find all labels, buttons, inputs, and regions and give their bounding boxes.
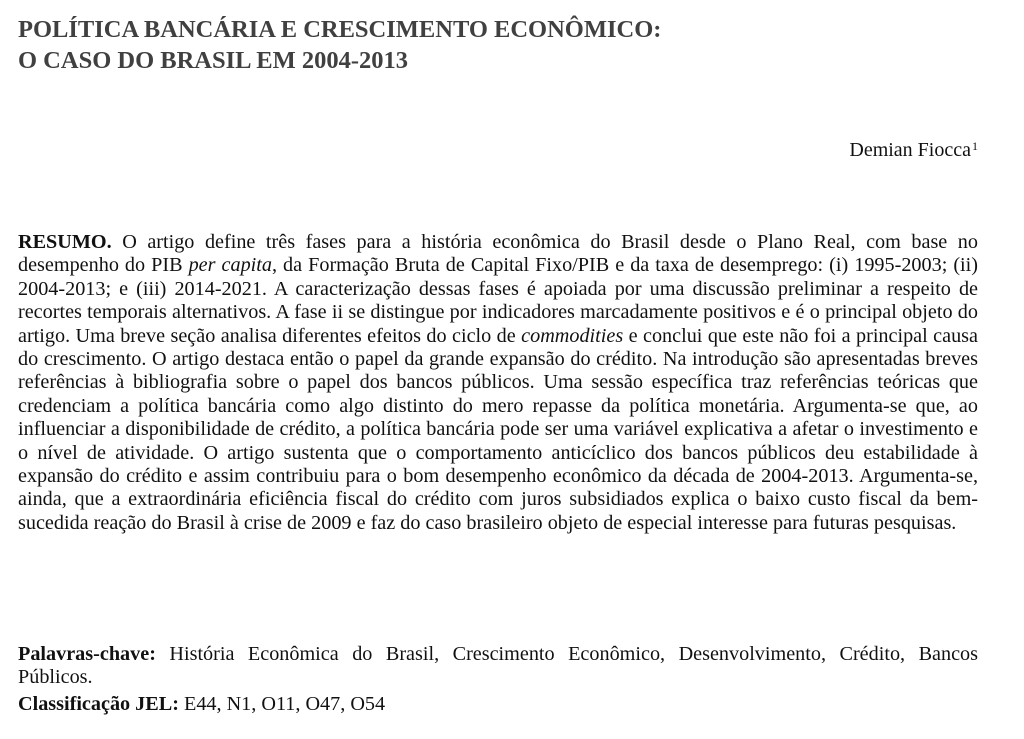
author-byline (849, 138, 978, 162)
abstract-paragraph (18, 231, 978, 535)
keywords-text: História Econômica do Brasil, Crescimento Econômico, Desenvolvimento, Crédito, Bancos Públicos. (18, 643, 978, 689)
abstract-text-part-2: , da Formação Bruta de Capital Fixo/PIB e da taxa de desemprego: (i) 1995-2003; (ii) 2004-2013; e (iii) 2014-2021. A caracterização dessas fases é apoiada por uma discussão preliminar a respeito de recortes temporais alternativos. A fase ii se distingue por indicadores marcadamente positivos e é o principal objeto do artigo. Uma breve seção analisa diferentes efeitos do ciclo de (18, 254, 979, 347)
jel-codes: E44, N1, O11, O47, O54 (178, 693, 386, 715)
abstract-label: RESUMO. (18, 231, 112, 253)
jel-classification (18, 693, 385, 716)
paper-title-line-2: O CASO DO BRASIL EM 2004-2013 (18, 47, 409, 74)
keywords-paragraph (18, 643, 978, 690)
paper-title (18, 14, 661, 76)
author-footnote-mark[interactable]: 1 (972, 139, 978, 153)
abstract-text-part-3: e conclui que este não foi a principal causa do crescimento. O artigo destaca então o papel da grande expansão do crédito. Na introdução são apresentadas breves referências à bibliografia sobre o papel dos bancos públicos. Uma sessão específica traz referências teóricas que credenciam a política bancária como algo distinto do mero repasse da política monetária. Argumenta-se que, ao influenciar a disponibilidade de crédito, a política bancária pode ser uma variável explicativa a afetar o investimento e o nível de atividade. O artigo sustenta que o comportamento anticíclico dos bancos públicos deu estabilidade à expansão do crédito e assim contribuiu para o bom desempenho econômico da década de 2004-2013. Argumenta-se, ainda, que a extraordinária eficiência fiscal do crédito com juros subsidiados explica o baixo custo fiscal da bem-sucedida reação do Brasil à crise de 2009 e faz do caso brasileiro objeto de especial interesse para futuras pesquisas. (18, 324, 978, 534)
abstract-text-part-1: O artigo define três fases para a história econômica do Brasil desde o Plano Real, com base no desempenho do PIB (18, 231, 978, 277)
abstract-emphasis-commodities: commodities (521, 324, 624, 347)
paper-title-line-1: POLÍTICA BANCÁRIA E CRESCIMENTO ECONÔMICO: (18, 16, 662, 43)
abstract-emphasis-per-capita: per capita (188, 254, 272, 277)
jel-label: Classificação JEL: (18, 693, 179, 715)
keywords-label: Palavras-chave: (18, 643, 156, 665)
author-name: Demian Fiocca (849, 139, 971, 161)
